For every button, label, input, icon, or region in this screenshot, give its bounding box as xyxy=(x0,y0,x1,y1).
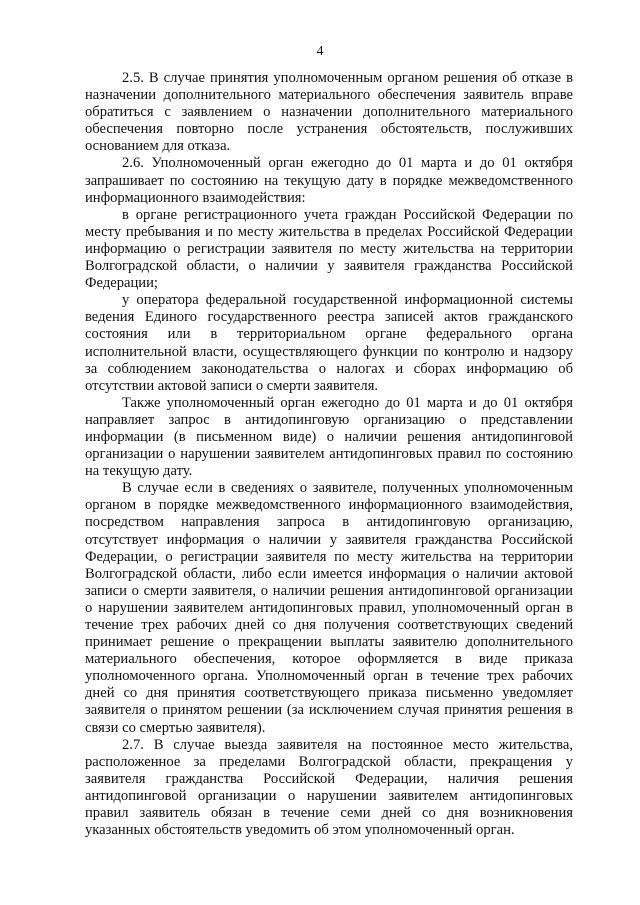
paragraph-termination-conditions: В случае если в сведениях о заявителе, полученных уполномоченным органом в порядке межведомственного информационного взаимодействия, посредством направления запроса в антидопинговую организацию, отсутствует информация о наличии у заявителя гражданства Российской Федерации, о регистрации заявителя по месту жительства на территории Волгоградской области, либо если имеется информация о наличии актовой записи о смерти заявителя, о наличии решения антидопинговой организации о нарушении заявителем антидопинговых правил, уполномоченный орган в течение трех рабочих дней со дня получения соответствующих сведений принимает решение о прекращении выплаты заявителю дополнительного материального обеспечения, которое оформляется в виде приказа уполномоченного органа. Уполномоченный орган в течение трех рабочих дней со дня принятия соответствующего приказа письменно уведомляет заявителя о принятом решении (за исключением случая принятия решения в связи со смертью заявителя). xyxy=(85,480,573,736)
paragraph-registration-request: в органе регистрационного учета граждан Российской Федерации по месту пребывания и по месту жительства в пределах Российской Федерации информацию о регистрации заявителя по месту жительства на территории Волгоградской области, о наличии у заявителя гражданства Российской Федерации; xyxy=(85,206,573,292)
paragraph-2-7: 2.7. В случае выезда заявителя на постоянное место жительства, расположенное за пределами Волгоградской области, прекращения у заявителя гражданства Российской Федерации, наличия решения антидопинговой организации о нарушении заявителем антидопинговых правил заявитель обязан в течение семи дней со дня возникновения указанных обстоятельств уведомить об этом уполномоченный орган. xyxy=(85,736,573,839)
page-number: 4 xyxy=(316,44,324,59)
paragraph-antidoping-request: Также уполномоченный орган ежегодно до 01 марта и до 01 октября направляет запрос в антидопинговую организацию о представлении информации (в письменном виде) о наличии решения антидопинговой организации о нарушении заявителем антидопинговых правил по состоянию на текущую дату. xyxy=(85,394,573,480)
paragraph-2-6: 2.6. Уполномоченный орган ежегодно до 01 марта и до 01 октября запрашивает по состоянию на текущую дату в порядке межведомственного информационного взаимодействия: xyxy=(85,155,573,206)
document-body xyxy=(85,70,573,839)
paragraph-2-5: 2.5. В случае принятия уполномоченным органом решения об отказе в назначении дополнительного материального обеспечения заявитель вправе обратиться с заявлением о назначении дополнительного материального обеспечения повторно после устранения обстоятельств, послуживших основанием для отказа. xyxy=(85,70,573,155)
paragraph-civil-registry-request: у оператора федеральной государственной информационной системы ведения Единого государственного реестра записей актов гражданского состояния или в территориальном органе федерального органа исполнительной власти, осуществляющего функции по контролю и надзору за соблюдением законодательства о налогах и сборах информацию об отсутствии актовой записи о смерти заявителя. xyxy=(85,292,573,394)
